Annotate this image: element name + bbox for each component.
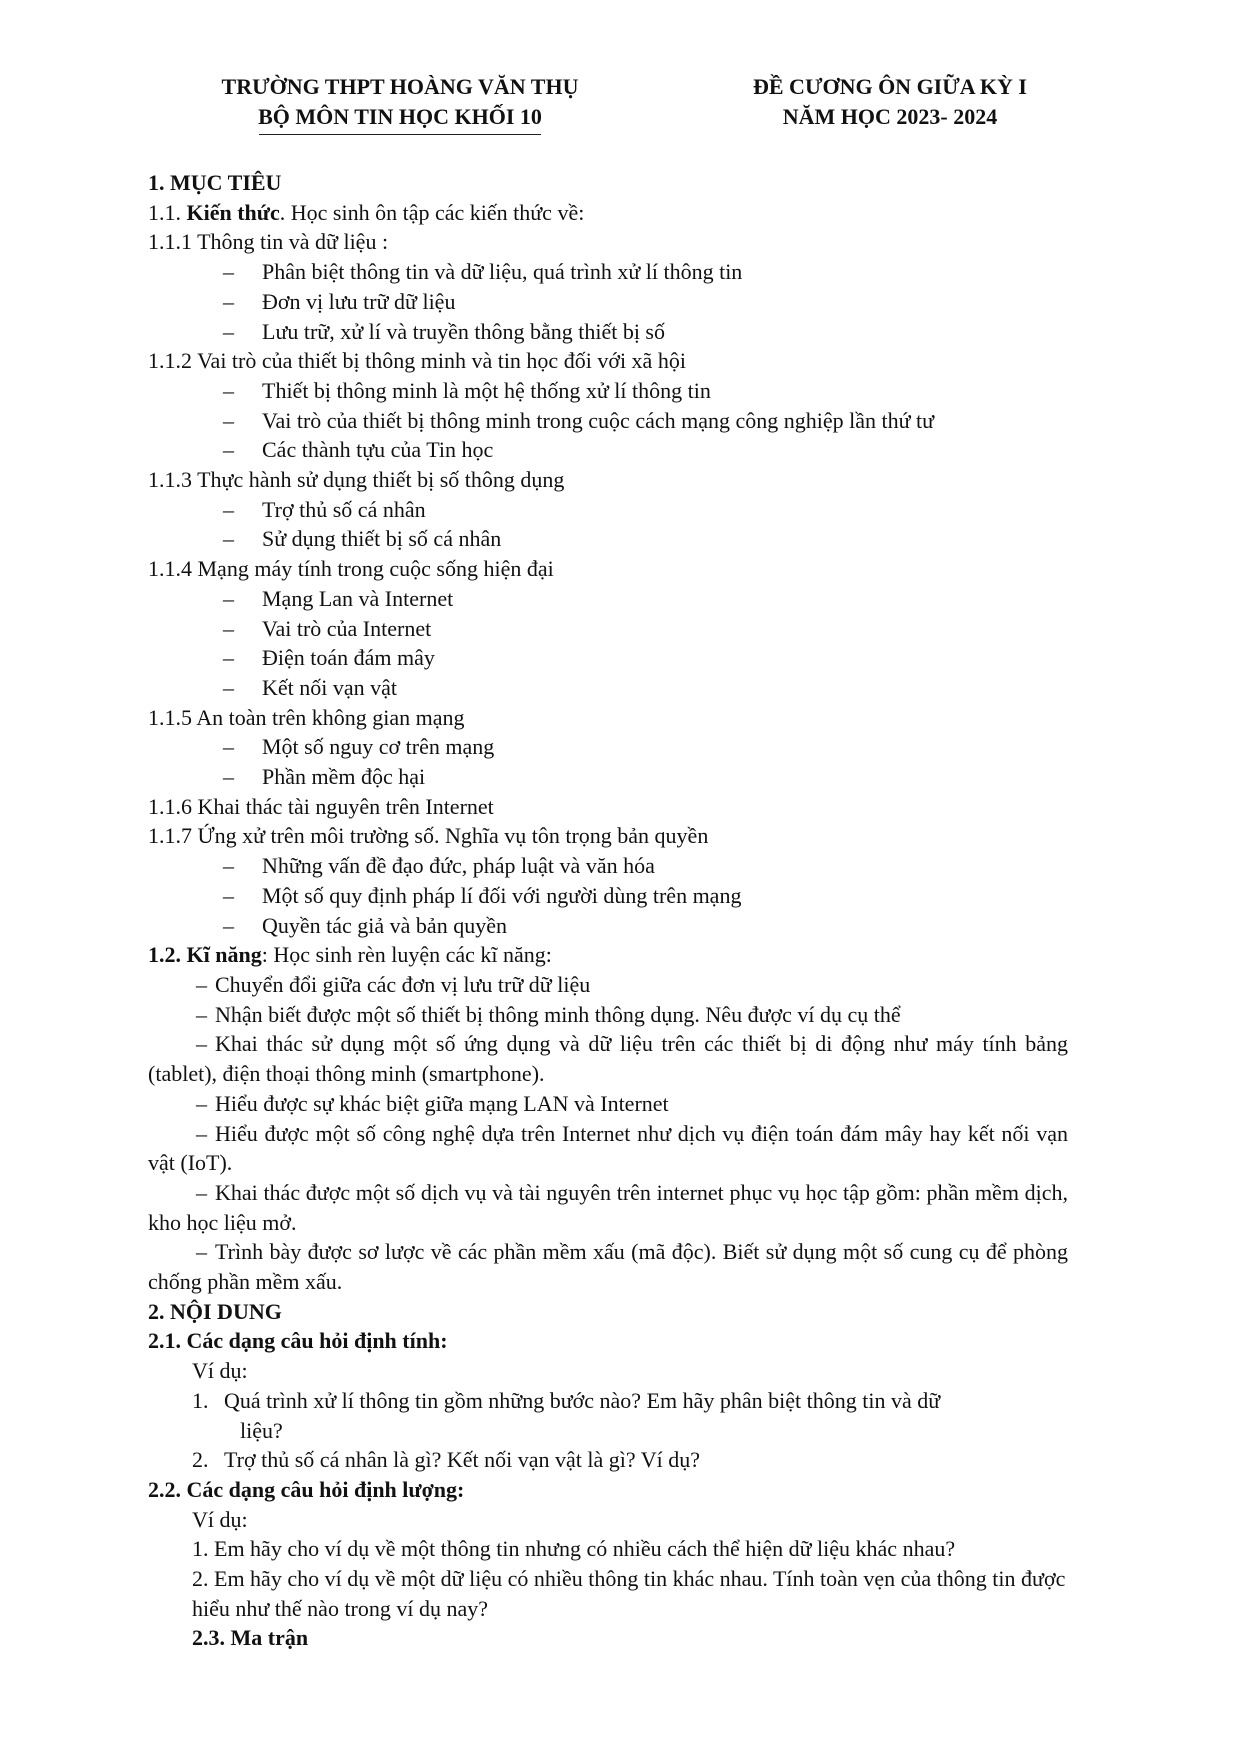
skill-text: Trình bày được sơ lược về các phần mềm xấu (mã độc). Biết sử dụng một số cung cụ để phòng chống phần mềm xấu. bbox=[148, 1239, 1068, 1295]
question-text: Quá trình xử lí thông tin gồm những bước nào? Em hãy phân biệt thông tin và dữ bbox=[224, 1387, 941, 1413]
bullet-text: Mạng Lan và Internet bbox=[262, 585, 454, 611]
school-name: TRƯỜNG THPT HOÀNG VĂN THỤ bbox=[221, 74, 579, 99]
bullet-text: Kết nối vạn vật bbox=[262, 674, 398, 700]
question-type-heading: 2.1. Các dạng câu hỏi định tính: bbox=[148, 1328, 448, 1354]
dash-bullet-icon: – bbox=[223, 645, 234, 671]
section-title: 1. MỤC TIÊU bbox=[148, 170, 282, 195]
bullet-item bbox=[148, 673, 1068, 703]
bullet-item bbox=[148, 584, 1068, 614]
topic-title: 1.1.4 Mạng máy tính trong cuộc sống hiện đại bbox=[148, 556, 554, 582]
bullet-text: Sử dụng thiết bị số cá nhân bbox=[262, 526, 502, 552]
skill-item bbox=[148, 1119, 1068, 1178]
bullet-text: Trợ thủ số cá nhân bbox=[262, 496, 426, 522]
bullet-item bbox=[148, 524, 1068, 554]
matrix-heading: 2.3. Ma trận bbox=[192, 1625, 309, 1651]
topic-title: 1.1.5 An toàn trên không gian mạng bbox=[148, 704, 465, 730]
bullet-item bbox=[148, 406, 1068, 436]
skills-label: 1.2. Kĩ năng bbox=[148, 942, 262, 968]
knowledge-heading bbox=[148, 198, 1068, 228]
dash-bullet-icon: – bbox=[223, 377, 234, 403]
dash-bullet-icon: – bbox=[223, 526, 234, 552]
dash-bullet-icon: – bbox=[223, 259, 234, 285]
skill-text: Chuyển đổi giữa các đơn vị lưu trữ dữ liệu bbox=[215, 971, 591, 997]
skill-item bbox=[148, 1237, 1068, 1296]
topic-title: 1.1.6 Khai thác tài nguyên trên Internet bbox=[148, 793, 494, 819]
bullet-item bbox=[148, 732, 1068, 762]
bullet-text: Những vấn đề đạo đức, pháp luật và văn hóa bbox=[262, 853, 655, 879]
department-name: BỘ MÔN TIN HỌC KHỐI 10 bbox=[258, 104, 542, 129]
bullet-text: Phần mềm độc hại bbox=[262, 764, 426, 790]
bullet-item bbox=[148, 376, 1068, 406]
skill-text: Khai thác được một số dịch vụ và tài nguyên trên internet phục vụ học tập gồm: phần mềm dịch, kho học liệu mở. bbox=[148, 1179, 1068, 1235]
section-title: 2. NỘI DUNG bbox=[148, 1298, 282, 1324]
dash-bullet-icon: – bbox=[223, 674, 234, 700]
dash-bullet-icon: – bbox=[196, 1001, 207, 1027]
bullet-text: Phân biệt thông tin và dữ liệu, quá trình xử lí thông tin bbox=[262, 259, 743, 285]
bullet-item bbox=[148, 851, 1068, 881]
knowledge-label: Kiến thức bbox=[186, 199, 280, 225]
example-label: Ví dụ: bbox=[192, 1506, 248, 1532]
dash-bullet-icon: – bbox=[223, 882, 234, 908]
bullet-item bbox=[148, 435, 1068, 465]
dash-bullet-icon: – bbox=[223, 288, 234, 314]
bullet-item bbox=[148, 495, 1068, 525]
dash-bullet-icon: – bbox=[223, 615, 234, 641]
school-year: NĂM HỌC 2023- 2024 bbox=[782, 104, 998, 129]
bullet-text: Vai trò của thiết bị thông minh trong cuộc cách mạng công nghiệp lần thứ tư bbox=[262, 407, 935, 433]
doc-header bbox=[690, 72, 1090, 132]
dash-bullet-icon: – bbox=[223, 734, 234, 760]
question-text-continued: liệu? bbox=[240, 1417, 283, 1443]
bullet-item bbox=[148, 614, 1068, 644]
skill-item bbox=[148, 1089, 1068, 1119]
dash-bullet-icon: – bbox=[196, 1239, 207, 1265]
dash-bullet-icon: – bbox=[196, 1031, 207, 1057]
knowledge-intro: . Học sinh ôn tập các kiến thức về: bbox=[279, 199, 585, 225]
dash-bullet-icon: – bbox=[196, 1179, 207, 1205]
topic-title: 1.1.3 Thực hành sử dụng thiết bị số thông dụng bbox=[148, 467, 565, 493]
bullet-text: Điện toán đám mây bbox=[262, 645, 435, 671]
dash-bullet-icon: – bbox=[223, 764, 234, 790]
bullet-text: Vai trò của Internet bbox=[262, 615, 432, 641]
question-type-heading: 2.2. Các dạng câu hỏi định lượng: bbox=[148, 1476, 465, 1502]
question-item bbox=[148, 1445, 1068, 1475]
question-item: 1. Em hãy cho ví dụ về một thông tin nhưng có nhiều cách thể hiện dữ liệu khác nhau? bbox=[192, 1536, 956, 1562]
header-underline bbox=[259, 134, 541, 135]
document-body bbox=[148, 168, 1068, 1653]
bullet-text: Một số quy định pháp lí đối với người dùng trên mạng bbox=[262, 882, 742, 908]
example-label: Ví dụ: bbox=[192, 1358, 248, 1384]
bullet-text: Lưu trữ, xử lí và truyền thông bằng thiết bị số bbox=[262, 318, 665, 344]
bullet-text: Quyền tác giả và bản quyền bbox=[262, 912, 507, 938]
topic-list bbox=[148, 227, 1068, 940]
dash-bullet-icon: – bbox=[196, 1090, 207, 1116]
question-item bbox=[148, 1386, 1068, 1445]
skill-item bbox=[148, 1000, 1068, 1030]
bullet-item bbox=[148, 257, 1068, 287]
skill-item bbox=[148, 1178, 1068, 1237]
skill-item bbox=[148, 970, 1068, 1000]
doc-title: ĐỀ CƯƠNG ÔN GIỮA KỲ I bbox=[753, 74, 1027, 99]
knowledge-prefix: 1.1. bbox=[148, 199, 187, 225]
bullet-text: Một số nguy cơ trên mạng bbox=[262, 734, 495, 760]
qualitative-questions bbox=[148, 1386, 1068, 1475]
dash-bullet-icon: – bbox=[223, 407, 234, 433]
skill-item bbox=[148, 1029, 1068, 1088]
bullet-text: Thiết bị thông minh là một hệ thống xử lí thông tin bbox=[262, 377, 711, 403]
quantitative-questions bbox=[148, 1534, 1068, 1623]
dash-bullet-icon: – bbox=[223, 496, 234, 522]
dash-bullet-icon: – bbox=[223, 318, 234, 344]
dash-bullet-icon: – bbox=[223, 912, 234, 938]
skills-intro: : Học sinh rèn luyện các kĩ năng: bbox=[261, 942, 552, 968]
skill-text: Khai thác sử dụng một số ứng dụng và dữ liệu trên các thiết bị di động như máy tính bảng (tablet), điện thoại thông minh (smartphone). bbox=[148, 1031, 1068, 1087]
dash-bullet-icon: – bbox=[196, 971, 207, 997]
bullet-item bbox=[148, 287, 1068, 317]
dash-bullet-icon: – bbox=[223, 853, 234, 879]
topic-title: 1.1.1 Thông tin và dữ liệu : bbox=[148, 229, 389, 255]
skill-text: Hiểu được sự khác biệt giữa mạng LAN và Internet bbox=[215, 1090, 669, 1116]
bullet-item bbox=[148, 317, 1068, 347]
skill-text: Hiểu được một số công nghệ dựa trên Internet như dịch vụ điện toán đám mây hay kết nối vạn vật (IoT). bbox=[148, 1120, 1068, 1176]
bullet-item bbox=[148, 911, 1068, 941]
skills-heading bbox=[148, 940, 1068, 970]
bullet-text: Các thành tựu của Tin học bbox=[262, 437, 494, 463]
topic-title: 1.1.2 Vai trò của thiết bị thông minh và tin học đối với xã hội bbox=[148, 348, 686, 374]
bullet-item bbox=[148, 643, 1068, 673]
school-header bbox=[150, 72, 650, 135]
question-text: Trợ thủ số cá nhân là gì? Kết nối vạn vật là gì? Ví dụ? bbox=[224, 1447, 700, 1473]
dash-bullet-icon: – bbox=[223, 585, 234, 611]
bullet-item bbox=[148, 881, 1068, 911]
skills-list bbox=[148, 970, 1068, 1297]
question-number: 2. bbox=[192, 1447, 209, 1473]
topic-title: 1.1.7 Ứng xử trên môi trường số. Nghĩa vụ tôn trọng bản quyền bbox=[148, 823, 709, 849]
question-number: 1. bbox=[192, 1387, 209, 1413]
bullet-text: Đơn vị lưu trữ dữ liệu bbox=[262, 288, 456, 314]
dash-bullet-icon: – bbox=[223, 437, 234, 463]
dash-bullet-icon: – bbox=[196, 1120, 207, 1146]
bullet-item bbox=[148, 762, 1068, 792]
skill-text: Nhận biết được một số thiết bị thông minh thông dụng. Nêu được ví dụ cụ thể bbox=[215, 1001, 901, 1027]
question-item: 2. Em hãy cho ví dụ về một dữ liệu có nhiều thông tin khác nhau. Tính toàn vẹn của thông tin được hiểu như thế nào trong ví dụ nay? bbox=[192, 1566, 1066, 1621]
